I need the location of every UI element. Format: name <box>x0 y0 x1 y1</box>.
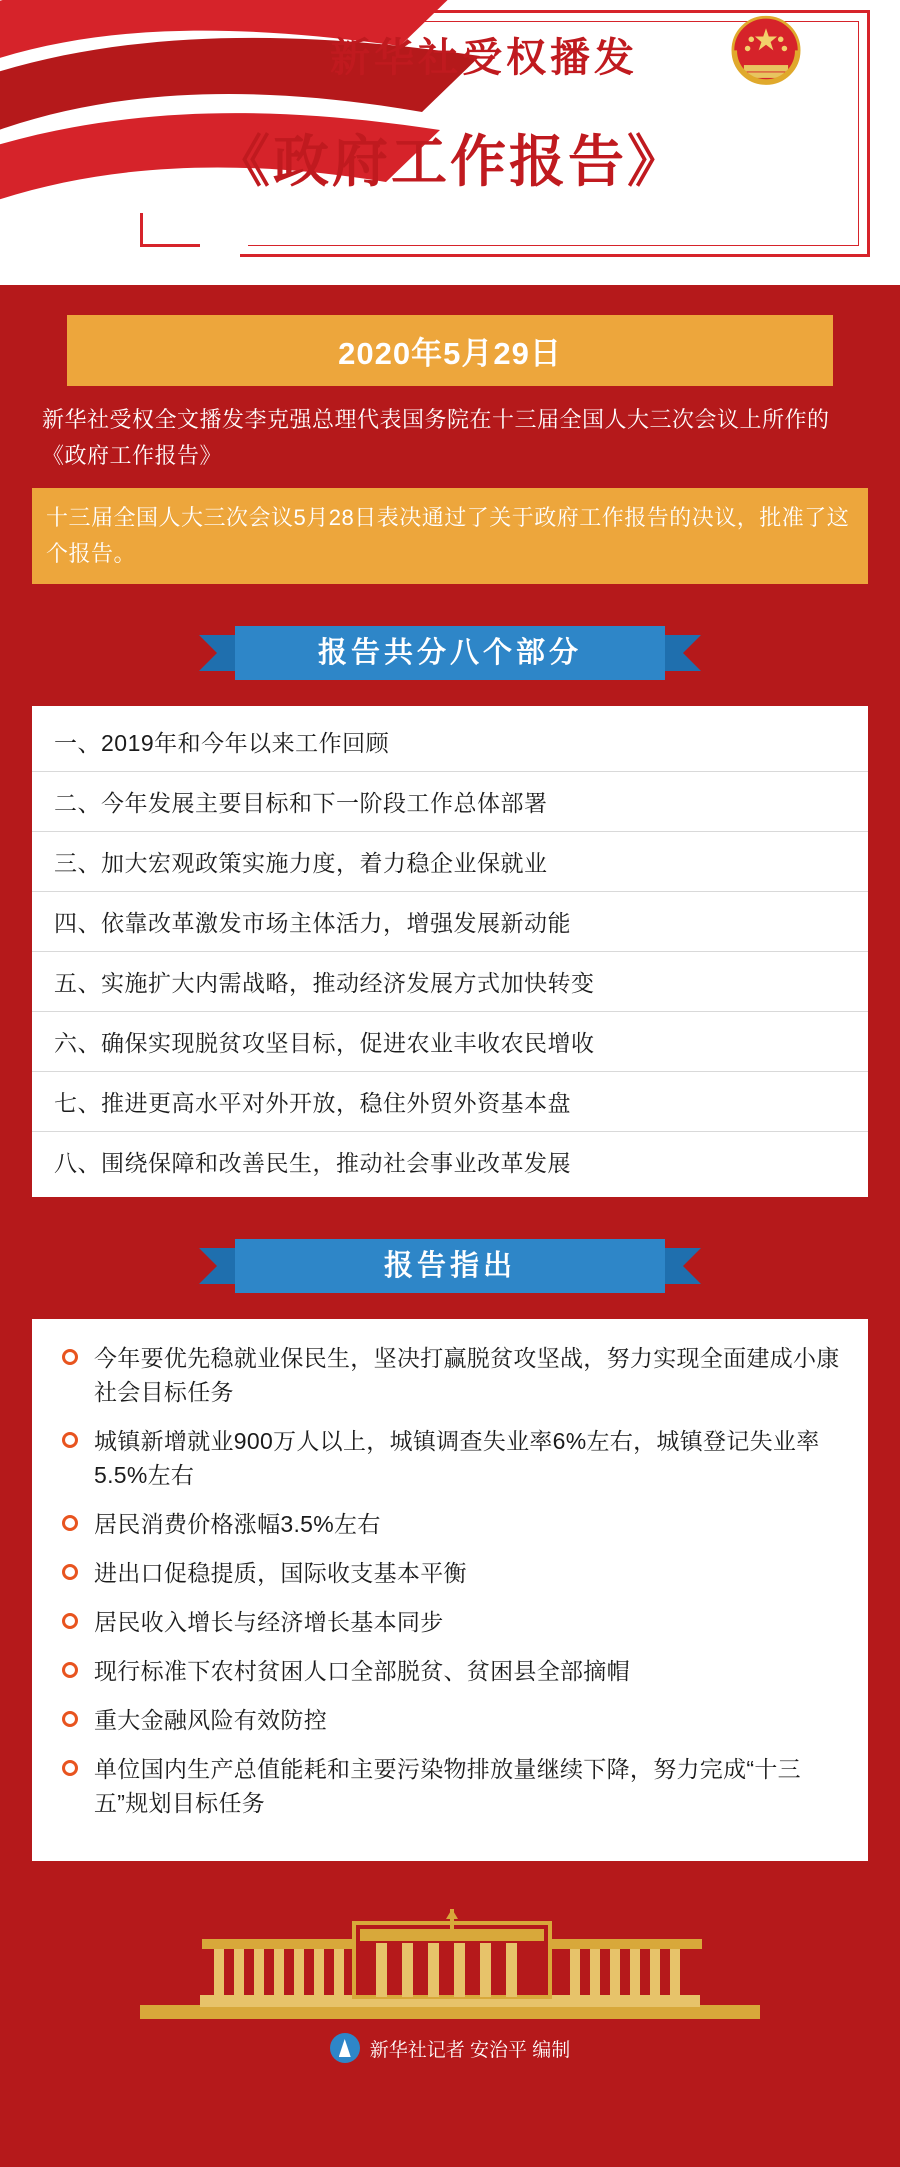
header-title-line1: 新华社受权播发 <box>330 35 638 81</box>
poster-body <box>32 315 868 1881</box>
bullet-icon <box>62 1564 78 1580</box>
list-item <box>58 1654 842 1688</box>
point-text: 居民收入增长与经济增长基本同步 <box>94 1609 444 1635</box>
list-item <box>58 1752 842 1820</box>
report-points-list <box>32 1319 868 1861</box>
section-title-points: 报告指出 <box>235 1239 665 1293</box>
credit-text: 新华社记者 安治平 编制 <box>369 2039 571 2061</box>
list-item: 三、加大宏观政策实施力度，着力稳企业保就业 <box>32 832 868 892</box>
section-ribbon-parts <box>235 626 665 680</box>
point-text: 现行标准下农村贫困人口全部脱贫、贫困县全部摘帽 <box>94 1658 630 1684</box>
list-item <box>58 1703 842 1737</box>
list-item: 七、推进更高水平对外开放，稳住外贸外资基本盘 <box>32 1072 868 1132</box>
date-banner: 2020年5月29日 <box>67 315 833 386</box>
report-parts-list <box>32 706 868 1197</box>
list-item <box>58 1507 842 1541</box>
bullet-icon <box>62 1515 78 1531</box>
xinhua-logo-icon <box>330 2033 360 2063</box>
list-item: 六、确保实现脱贫攻坚目标，促进农业丰收农民增收 <box>32 1012 868 1072</box>
bullet-icon <box>62 1349 78 1365</box>
point-text: 重大金融风险有效防控 <box>94 1707 327 1733</box>
lead-paragraph: 新华社受权全文播发李克强总理代表国务院在十三届全国人大三次会议上所作的《政府工作报告》 <box>42 407 830 468</box>
bullet-icon <box>62 1613 78 1629</box>
poster-header <box>0 0 900 285</box>
national-emblem-icon <box>720 8 812 100</box>
great-hall-of-the-people-illustration <box>140 1909 760 2019</box>
header-title-line2: 《政府工作报告》 <box>214 130 686 195</box>
point-text: 今年要优先稳就业保民生，坚决打赢脱贫攻坚战，努力实现全面建成小康社会目标任务 <box>94 1345 840 1405</box>
credit-line <box>0 2019 900 2085</box>
bullet-icon <box>62 1760 78 1776</box>
list-item <box>58 1556 842 1590</box>
bullet-icon <box>62 1711 78 1727</box>
bullet-icon <box>62 1432 78 1448</box>
header-hook-decoration <box>140 213 200 247</box>
list-item: 四、依靠改革激发市场主体活力，增强发展新动能 <box>32 892 868 952</box>
point-text: 进出口促稳提质，国际收支基本平衡 <box>94 1560 467 1586</box>
section-ribbon-points <box>235 1239 665 1293</box>
list-item <box>58 1605 842 1639</box>
list-item <box>58 1424 842 1492</box>
highlight-paragraph: 十三届全国人大三次会议5月28日表决通过了关于政府工作报告的决议，批准了这个报告。 <box>32 488 868 584</box>
point-text: 城镇新增就业900万人以上，城镇调查失业率6%左右，城镇登记失业率5.5%左右 <box>94 1428 820 1488</box>
list-item: 二、今年发展主要目标和下一阶段工作总体部署 <box>32 772 868 832</box>
list-item <box>58 1341 842 1409</box>
list-item: 八、围绕保障和改善民生，推动社会事业改革发展 <box>54 1150 571 1176</box>
poster-footer <box>0 1909 900 2095</box>
point-text: 单位国内生产总值能耗和主要污染物排放量继续下降，努力完成“十三五”规划目标任务 <box>94 1756 801 1816</box>
bullet-icon <box>62 1662 78 1678</box>
point-text: 居民消费价格涨幅3.5%左右 <box>94 1511 381 1537</box>
section-title-parts: 报告共分八个部分 <box>235 626 665 680</box>
list-item: 五、实施扩大内需战略，推动经济发展方式加快转变 <box>32 952 868 1012</box>
list-item: 一、2019年和今年以来工作回顾 <box>32 712 868 772</box>
